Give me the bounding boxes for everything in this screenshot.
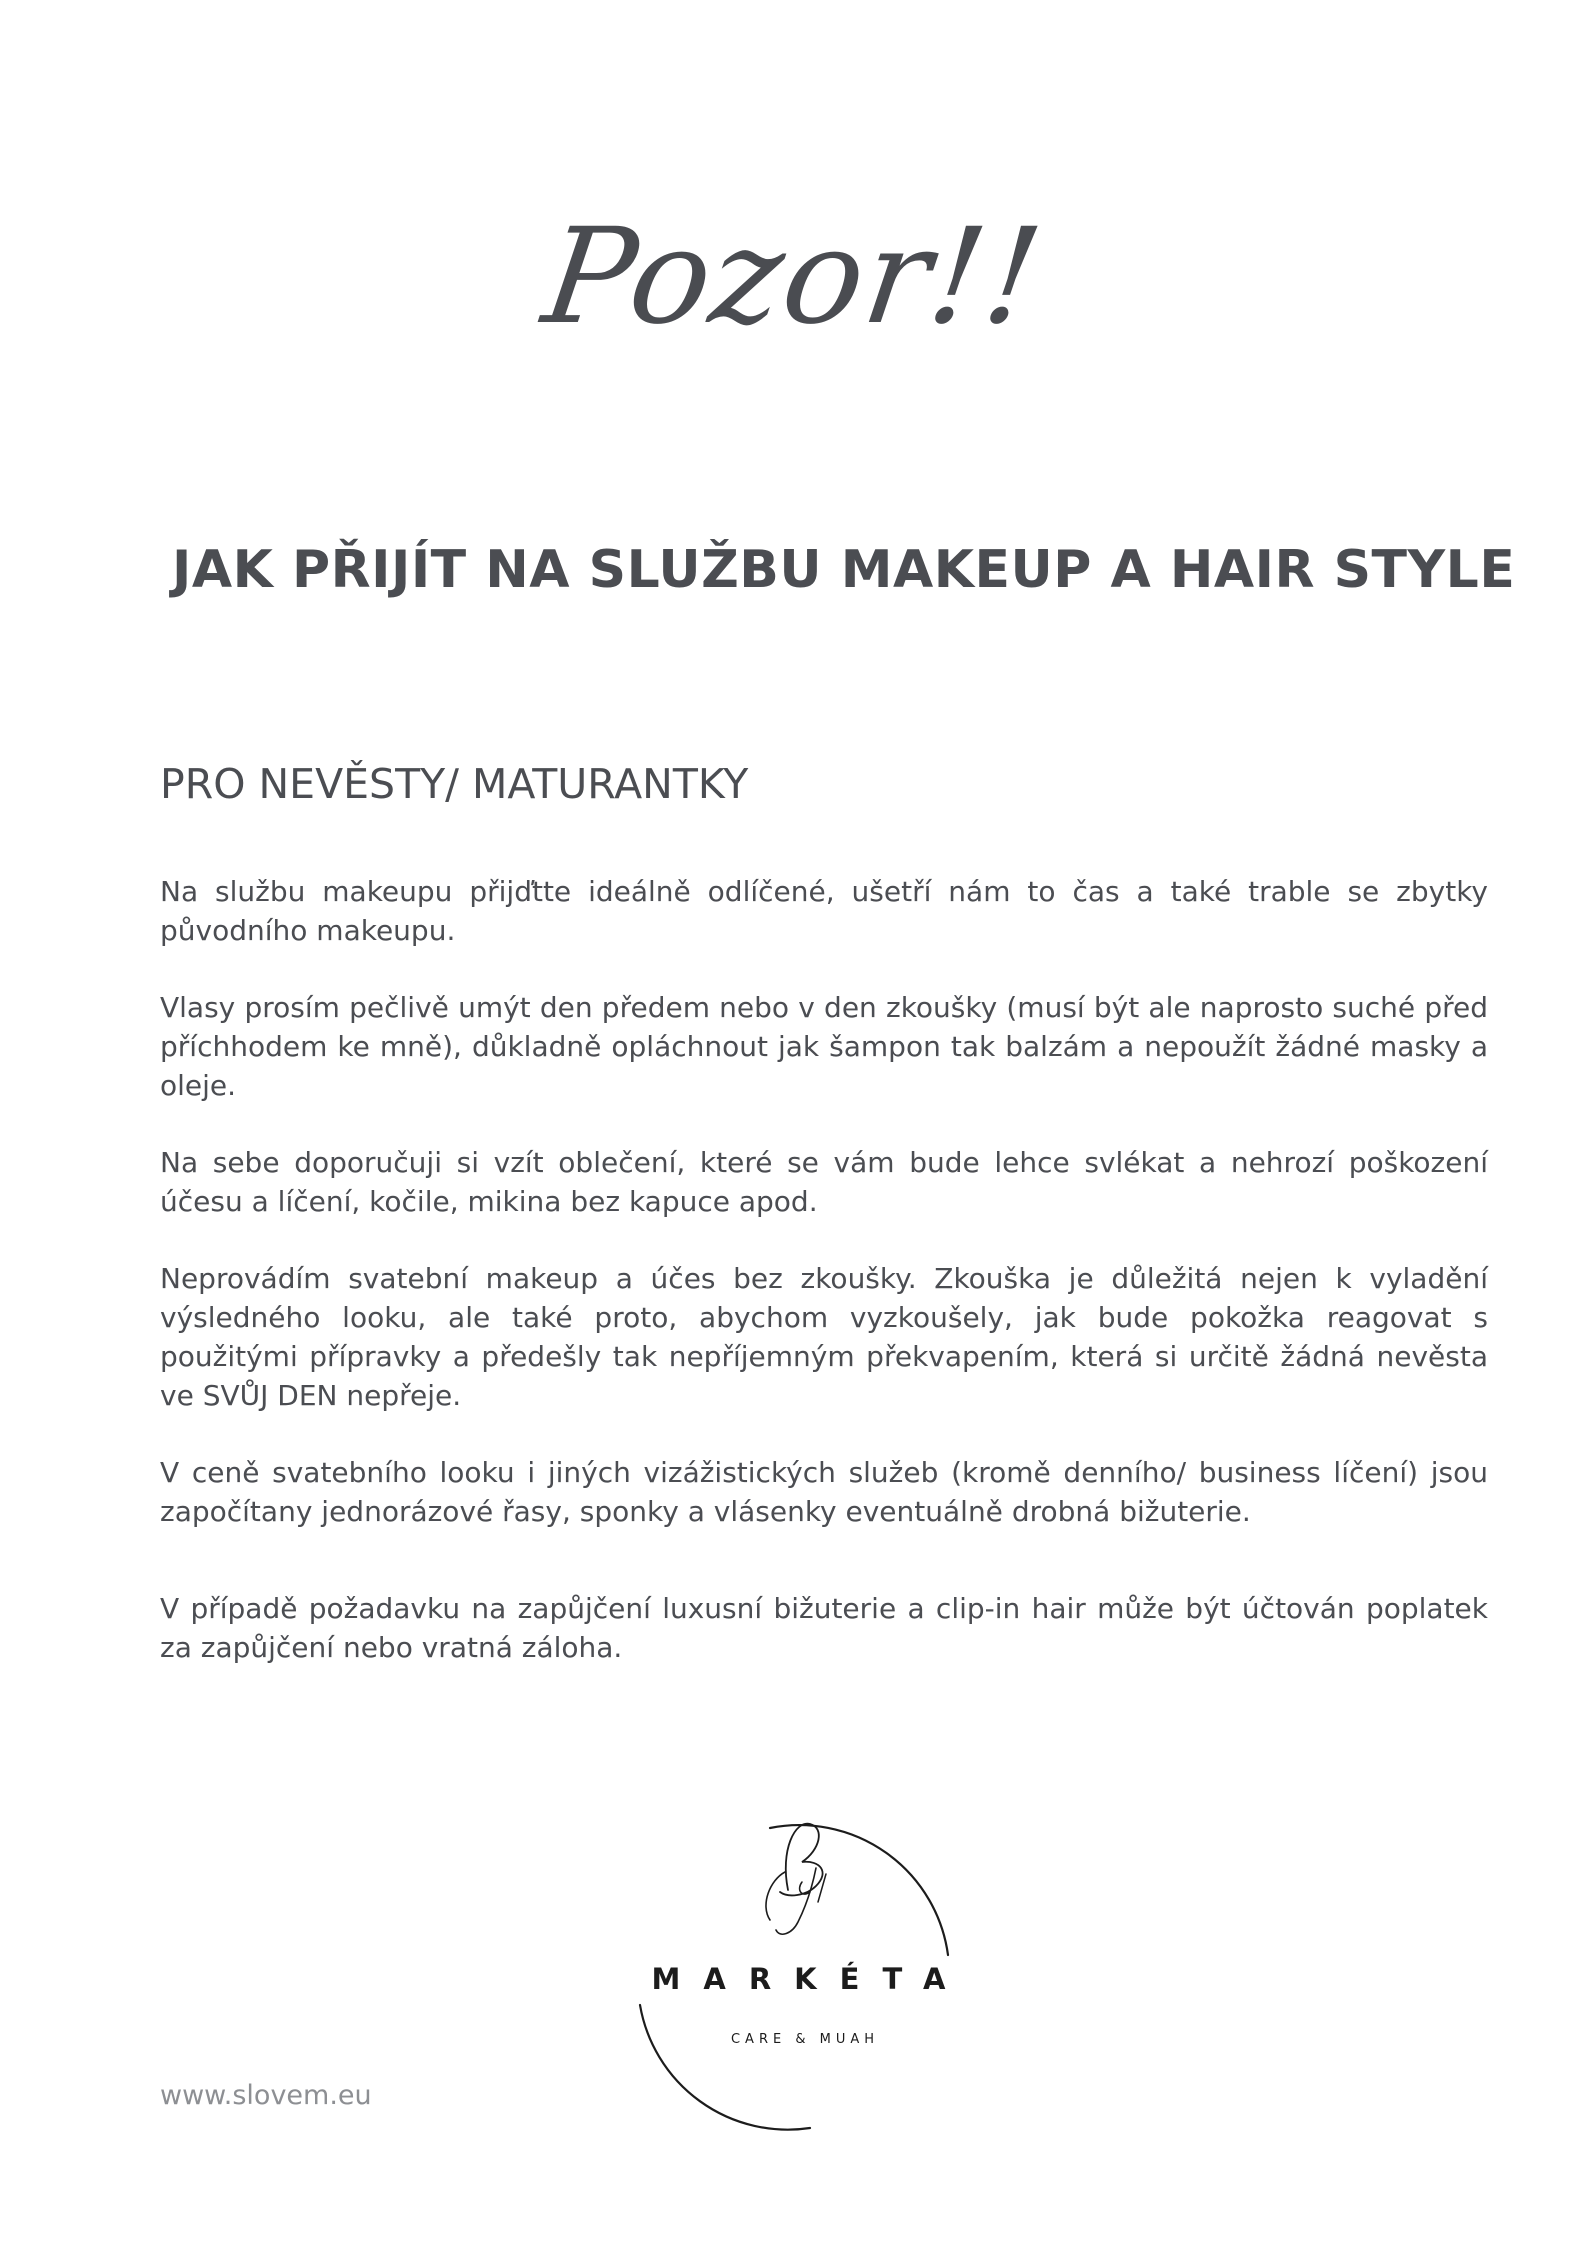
- paragraph-hair-preparation: Vlasy prosím pečlivě umýt den předem nebo v den zkoušky (musí být ale naprosto suché před příchhodem ke mně), důkladně opláchnout jak šampon tak balzám a nepoužít žádné masky a oleje.: [160, 991, 1488, 1102]
- paragraph-makeup-preparation: Na službu makeupu přijďtte ideálně odlíčené, ušetří nám to čas a také trable se zbytky původního makeupu.: [160, 875, 1488, 947]
- page-title: Pozor!!: [535, 200, 1052, 354]
- logo-tagline: CARE & MUAH: [730, 2032, 880, 2047]
- section-subheading: PRO NEVĚSTY/ MATURANTKY: [160, 760, 749, 808]
- main-heading: JAK PŘIJÍT NA SLUŽBU MAKEUP A HAIR STYLE: [172, 540, 1516, 600]
- paragraph-clothing: Na sebe doporučuji si vzít oblečení, které se vám bude lehce svlékat a nehrozí poškození účesu a líčení, kočile, mikina bez kapuce apod.: [160, 1146, 1488, 1218]
- body-text: [160, 872, 1488, 1705]
- paragraph-rental: V případě požadavku na zapůjčení luxusní bižuterie a clip-in hair může být účtován poplatek za zapůjčení nebo vratná záloha.: [160, 1592, 1488, 1664]
- brand-logo: [620, 1810, 980, 2140]
- logo-name: MARKÉTA: [651, 1962, 969, 1996]
- paragraph-trial: Neprovádím svatební makeup a účes bez zkoušky. Zkouška je důležitá nejen k vyladění výsledného looku, ale také proto, abychom vyzkoušely, jak bude pokožka reagovat s použitými přípravky a předešly tak nepříjemným překvapením, která si určitě žádná nevěsta ve SVŮJ DEN nepřeje.: [160, 1262, 1488, 1412]
- footer-website-link[interactable]: www.slovem.eu: [160, 2080, 372, 2111]
- paragraph-price-includes: V ceně svatebního looku i jiných vizážistických služeb (kromě denního/ business líčení) jsou započítany jednorázové řasy, sponky a vlásenky eventuálně drobná bižuterie.: [160, 1456, 1488, 1528]
